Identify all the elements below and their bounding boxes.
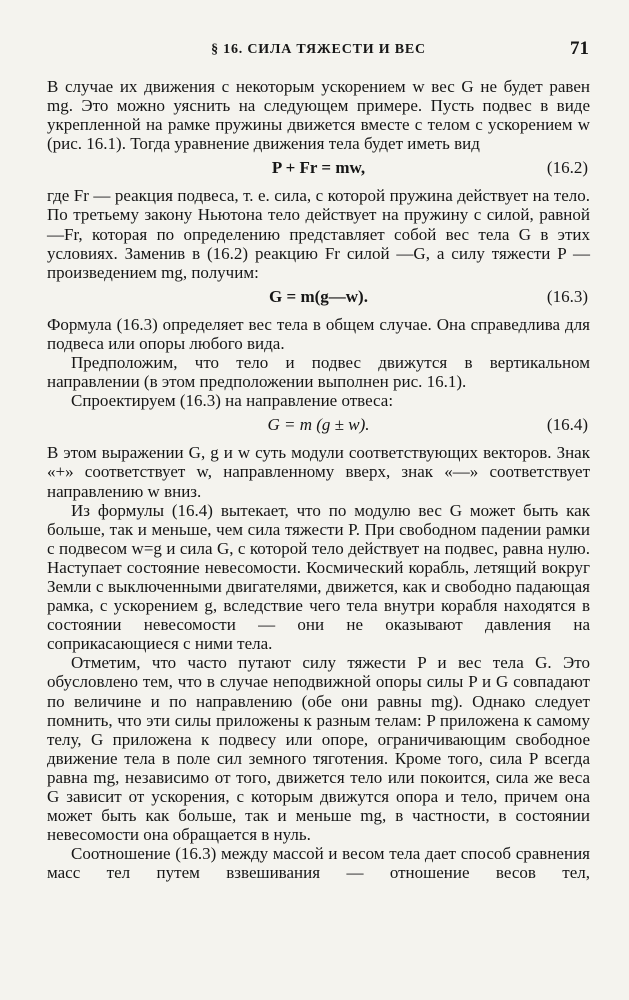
paragraph: где Fr — реакция подвеса, т. е. сила, с которой пружина действует на тело. По третьему закону Ньютона тело действует на пружину с силой, равной —Fr, которая по определению представляет собой вес тела G в этих условиях. Заменив в (16.2) реакцию Fr силой —G, а силу тяжести P — произведением mg, получим: [47, 186, 590, 282]
equation-16-3 [47, 287, 590, 309]
paragraph: Соотношение (16.3) между массой и весом тела дает способ сравнения масс тел путем взвешивания — отношение весов тел, [47, 844, 590, 883]
paragraph: Предположим, что тело и подвес движутся в вертикальном направлении (в этом предположении выполнен рис. 16.1). [47, 353, 590, 392]
page-number: 71 [570, 38, 589, 59]
paragraph: Из формулы (16.4) вытекает, что по модулю вес G может быть как больше, так и меньше, чем сила тяжести P. При свободном падении рамки с подвесом w=g и сила G, с которой тело действует на подвес, равна нулю. Наступает состояние невесомости. Космический корабль, летящий вокруг Земли с выключенными двигателями, движется, как и свободно падающая рамка, с ускорением g, вследствие чего тела внутри корабля находятся в состоянии невесомости — они не оказывают давления на соприкасающиеся с ними тела. [47, 500, 590, 654]
equation-number: (16.3) [546, 286, 588, 306]
equation-number: (16.4) [546, 415, 588, 435]
equation-formula: P + Fr = mw, [271, 158, 366, 178]
equation-number: (16.2) [546, 158, 588, 178]
paragraph: Отметим, что часто путают силу тяжести P и вес тела G. Это обусловлено тем, что в случае неподвижной опоры силы P и G совпадают по величине и по направлению (обе они равны mg). Однако следует помнить, что эти силы приложены к разным телам: P приложена к самому телу, G приложена к подвесу или опоре, ограничивающим свободное движение тела в поле сил земного тяготения. Кроме того, сила P всегда равна mg, независимо от того, движется тело или покоится, сила же веса G зависит от ускорения, с которым движутся опора и тело, причем она может быть как больше, так и меньше mg, в частности, в состоянии невесомости она обращается в нуль. [47, 653, 590, 845]
equation-formula: G = m(g—w). [269, 286, 368, 306]
text-body [47, 77, 590, 882]
equation-formula: G = m (g ± w). [267, 415, 370, 435]
equation-16-4 [47, 415, 590, 437]
running-head: § 16. СИЛА ТЯЖЕСТИ И ВЕС [211, 42, 426, 57]
paragraph: В этом выражении G, g и w суть модули соответствующих векторов. Знак «+» соответствует w, направленному вверх, знак «—» соответствует направлению w вниз. [47, 443, 590, 501]
equation-16-2 [47, 158, 590, 180]
paragraph: Спроектируем (16.3) на направление отвеса: [71, 391, 394, 411]
page-header [48, 38, 589, 62]
paragraph: Формула (16.3) определяет вес тела в общем случае. Она справедлива для подвеса или опоры любого вида. [47, 314, 590, 353]
paragraph: В случае их движения с некоторым ускорением w вес G не будет равен mg. Это можно уяснить на следующем примере. Пусть подвес в виде укрепленной на рамке пружины движется вместе с телом с ускорением w (рис. 16.1). Тогда уравнение движения тела будет иметь вид [47, 77, 590, 154]
